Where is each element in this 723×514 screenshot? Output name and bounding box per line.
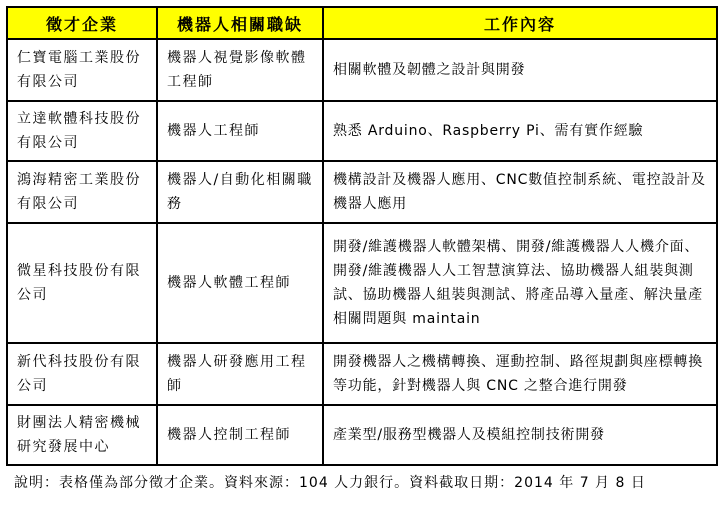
company-cell: 鴻海精密工業股份有限公司 [7,161,157,223]
position-cell: 機器人視覺影像軟體工程師 [157,39,323,101]
company-cell: 仁寶電腦工業股份有限公司 [7,39,157,101]
job-table [6,6,718,466]
header-company: 徵才企業 [7,7,157,39]
position-cell: 機器人控制工程師 [157,405,323,465]
content-cell: 相關軟體及韌體之設計與開發 [323,39,717,101]
content-cell: 熟悉 Arduino、Raspberry Pi、需有實作經驗 [323,101,717,161]
content-cell: 開發機器人之機構轉換、運動控制、路徑規劃與座標轉換等功能，針對機器人與 CNC 之整合進行開發 [323,343,717,405]
table-row [7,343,717,405]
header-content: 工作內容 [323,7,717,39]
content-cell: 開發/維護機器人軟體架構、開發/維護機器人人機介面、開發/維護機器人人工智慧演算法、協助機器人組裝與測試、協助機器人組裝與測試、將產品導入量產、解決量產相關問題與 maintain [323,223,717,343]
table-row [7,405,717,465]
table-header-row [7,7,717,39]
table-row [7,161,717,223]
position-cell: 機器人工程師 [157,101,323,161]
position-cell: 機器人/自動化相關職務 [157,161,323,223]
table-row [7,223,717,343]
table-row [7,39,717,101]
company-cell: 立達軟體科技股份有限公司 [7,101,157,161]
company-cell: 財團法人精密機械研究發展中心 [7,405,157,465]
table-row [7,101,717,161]
position-cell: 機器人軟體工程師 [157,223,323,343]
footnote: 說明：表格僅為部分徵才企業。資料來源：104 人力銀行。資料截取日期：2014 年 7 月 8 日 [14,475,646,491]
company-cell: 新代科技股份有限公司 [7,343,157,405]
header-position: 機器人相關職缺 [157,7,323,39]
company-cell: 微星科技股份有限公司 [7,223,157,343]
content-cell: 機構設計及機器人應用、CNC數值控制系統、電控設計及機器人應用 [323,161,717,223]
content-cell: 產業型/服務型機器人及模組控制技術開發 [323,405,717,465]
position-cell: 機器人研發應用工程師 [157,343,323,405]
